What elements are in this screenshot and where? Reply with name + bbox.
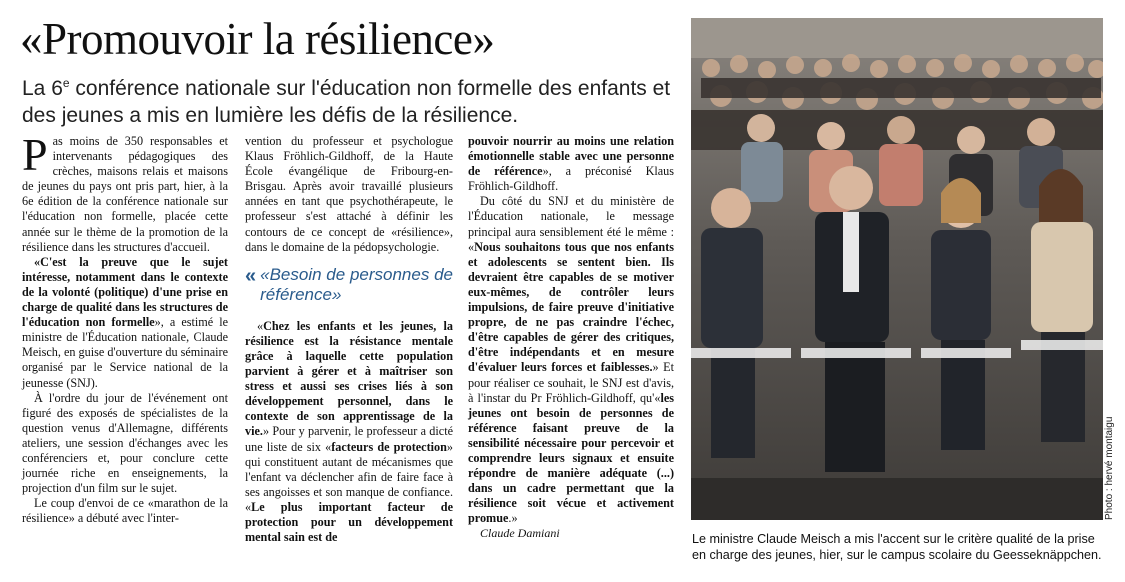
paragraph: Du côté du SNJ et du ministère de l'Éducation nationale, le message principal aura sensiblement été le même : «Nous souhaitons tous que nos enfants et adolescents se sentent bien. Ils devraient être capables de se motiver eux-mêmes, de contrôler leurs impulsions, de faire preuve d'initiative propre, de ne pas craindre l'échec, d'être capables de gérer des critiques, d'être indépendants et en mesure d'évaluer leurs forces et faiblesses.» Et pour réaliser ce souhait, le SNJ est d'avis, à l'instar du Pr Fröhlich-Gildhoff, qu'«les jeunes ont besoin de personnes de référence faisant preuve de la sensibilité nécessaire pour percevoir et comprendre leurs signaux et ensuite répondre de manière adéquate (...) dans un cadre permettant que la résilience soit vécue et activement promue.» (468, 194, 674, 526)
subheading (245, 265, 453, 305)
chevron-icon: « (245, 264, 257, 287)
headline: «Promouvoir la résilience» (20, 14, 495, 64)
drop-cap: P (22, 129, 48, 180)
photo-credit: Photo : hervé montaigu (1104, 416, 1115, 520)
photo-illustration (691, 18, 1103, 520)
paragraph: Pas moins de 350 responsables et intervenants pédagogiques des crèches, maisons relais et maisons de jeunes du pays ont pris part, hier, à la 6e édition de la conférence nationale sur l'éducation non formelle, placée cette année sur le thème de la promotion de la résilience dans les structures d'accueil. (22, 129, 228, 254)
byline: Claude Damiani (480, 526, 560, 541)
subheading-text: «Besoin de personnes de référence» (260, 264, 453, 304)
paragraph: pouvoir nourrir au moins une relation émotionnelle stable avec une personne de référence», a préconisé Klaus Fröhlich-Gildhoff. (468, 134, 675, 194)
paragraph: «Chez les enfants et les jeunes, la résilience est la résistance mentale grâce à laquelle cette population parvient à gérer et à maîtriser son stress et aussi ses crises liés à son développement personnel, dans le contexte de son apprentissage de la vie.» Pour y parvenir, le professeur a dicté une liste de six «facteurs de protection» qui constituent autant de mécanismes que l'enfant va déclencher afin de faire face à ses angoisses et son manque de confiance. «Le plus important facteur de protection pour un développement mental sain est de (245, 318, 454, 545)
paragraph: À l'ordre du jour de l'événement ont figuré des exposés de spécialistes de la question venus d'Allemagne, différents ateliers, une session d'échanges avec les conférenciers et, pour conclure cette journée riche en enseignements, la projection d'un film sur le sujet. (22, 390, 228, 496)
paragraph: vention du professeur et psychologue Klaus Fröhlich-Gildhoff, de la Haute École évangélique de Fribourg-en-Brisgau. Après avoir travaillé plusieurs années en tant que psychothérapeute, le professeur s'est attaché à définir les contours de ce concept de «résilience», dans le domaine de la pédopsychologie. (245, 134, 453, 254)
paragraph: Le coup d'envoi de ce «marathon de la résilience» a débuté avec l'inter- (22, 496, 228, 526)
article-column-3 (468, 134, 674, 542)
article-column-2 (245, 134, 453, 545)
photo-caption: Le ministre Claude Meisch a mis l'accent sur le critère qualité de la prise en charge des jeunes, hier, sur le campus scolaire du Geesseknäppchen. (692, 532, 1102, 562)
standfirst: La 6e conférence nationale sur l'éducation non formelle des enfants et des jeunes a mis en lumière les défis de la résilience. (22, 76, 671, 127)
paragraph: «C'est la preuve que le sujet intéresse, notamment dans le contexte de la volonté (politique) d'une prise en charge de qualité dans les structures de l'éducation non formelle», a estimé le ministre de l'Éducation nationale, Claude Meisch, en guise d'ouverture du séminaire organisé par le Service national de la jeunesse (SNJ). (22, 254, 228, 390)
article-column-1 (22, 129, 228, 526)
article-photo (691, 18, 1103, 520)
